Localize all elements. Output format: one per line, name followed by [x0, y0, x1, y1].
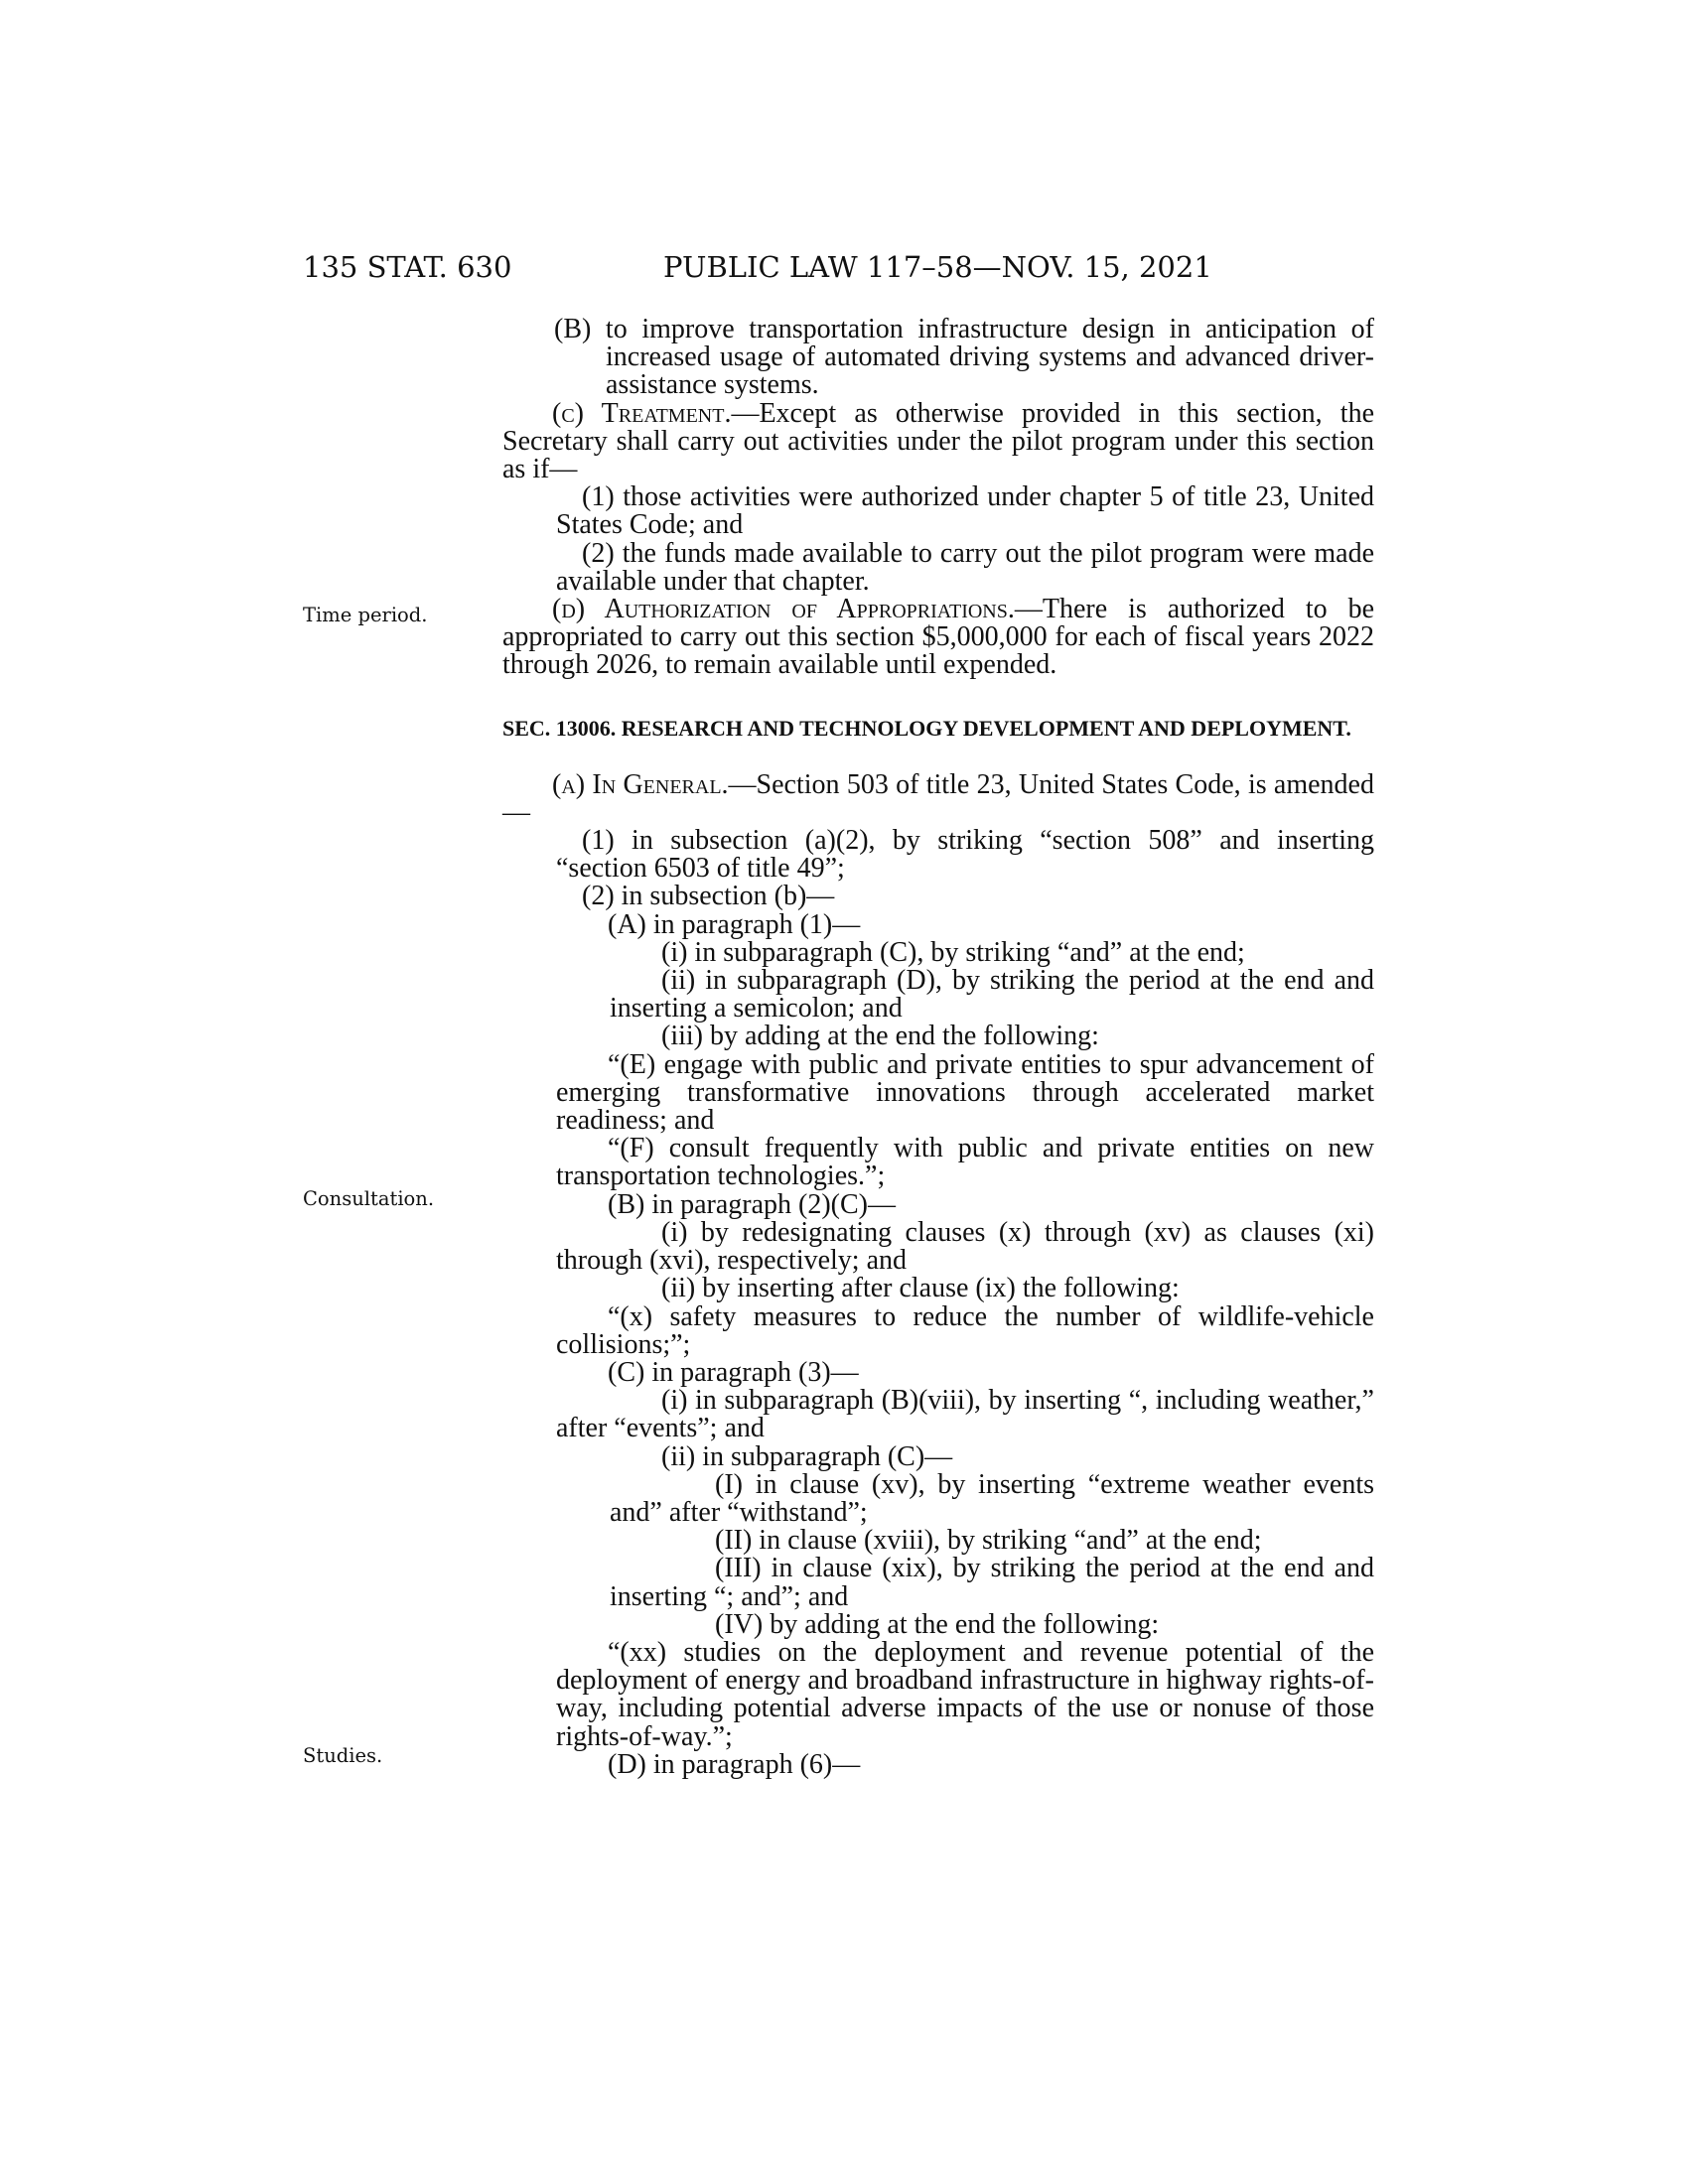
clause-ii-subparagraph-d: (ii) in subparagraph (D), by striking the period at the end and inserting a semicolon; and — [610, 965, 1374, 1024]
clause-iii-adding: (iii) by adding at the end the following: — [661, 1021, 1099, 1052]
subsection-a-text: —Section 503 of title 23, United States Code, is amended— — [502, 768, 1374, 828]
subsection-a-heading: (a) In General. — [552, 768, 729, 800]
margin-note-studies: Studies. — [303, 1744, 383, 1767]
clause-i-subparagraph-c: (i) in subparagraph (C), by striking “and” at the end; — [661, 936, 1245, 968]
page-header-title: PUBLIC LAW 117–58—NOV. 15, 2021 — [663, 250, 1212, 284]
subsection-d-appropriations — [502, 596, 1374, 680]
section-heading: SEC. 13006. RESEARCH AND TECHNOLOGY DEVELOPMENT AND DEPLOYMENT. — [502, 715, 1351, 741]
subsection-a-in-general — [502, 768, 1374, 828]
subclause-i-extreme-weather: (I) in clause (xv), by inserting “extreme weather events and” after “withstand”; — [610, 1468, 1374, 1528]
subparagraph-d-paragraph-6: (D) in paragraph (6)— — [608, 1748, 861, 1780]
margin-note-time-period: Time period. — [303, 604, 428, 626]
paragraph-2-funds: (2) the funds made available to carry out the pilot program were made available under that chapter. — [556, 537, 1374, 597]
paragraph-b-infrastructure-design: (B) to improve transportation infrastructure design in anticipation of increased usage of automated driving systems and advanced driver-assistance systems. — [554, 314, 1374, 401]
clause-ii-subparagraph-c: (ii) in subparagraph (C)— — [661, 1440, 953, 1472]
subparagraph-b-paragraph-2c: (B) in paragraph (2)(C)— — [608, 1188, 897, 1220]
clause-ii-inserting: (ii) by inserting after clause (ix) the following: — [661, 1273, 1180, 1304]
paragraph-1-chapter-5: (1) those activities were authorized under chapter 5 of title 23, United States Code; and — [556, 481, 1374, 541]
paragraph-1-subsection-a2: (1) in subsection (a)(2), by striking “section 508” and inserting “section 6503 of title 49”; — [556, 825, 1374, 885]
subclause-iv-adding: (IV) by adding at the end the following: — [715, 1608, 1160, 1640]
subsection-c-text: —Except as otherwise provided in this section, the Secretary shall carry out activities under the pilot program under this section as if— — [502, 397, 1375, 485]
document-body — [502, 316, 1374, 1779]
clause-i-redesignating: (i) by redesignating clauses (x) through (xv) as clauses (xi) through (xvi), respectively; and — [556, 1216, 1374, 1277]
subclause-iii-period: (III) in clause (xix), by striking the period at the end and inserting “; and”; and — [610, 1553, 1374, 1612]
subclause-ii-striking-and: (II) in clause (xviii), by striking “and” at the end; — [715, 1525, 1262, 1557]
subsection-d-text: —There is authorized to be appropriated to carry out this section $5,000,000 for each of fiscal years 2022 through 2026, to remain available until expended. — [502, 594, 1374, 681]
page-stat-reference: 135 STAT. 630 — [303, 250, 512, 284]
inserted-f-consult: “(F) consult frequently with public and private entities on new transportation technologies.”; — [556, 1133, 1374, 1192]
inserted-xx-studies: “(xx) studies on the deployment and revenue potential of the deployment of energy and broadband infrastructure in highway rights-of-way, including potential adverse impacts of the use or nonuse of those rights-of-way.”; — [556, 1636, 1374, 1752]
subsection-d-heading: (d) Authorization of Appropriations. — [552, 594, 1015, 625]
margin-note-consultation: Consultation. — [303, 1187, 435, 1210]
subparagraph-a-paragraph-1: (A) in paragraph (1)— — [608, 908, 861, 940]
subsection-c-treatment — [502, 397, 1375, 485]
inserted-e-engage: “(E) engage with public and private entities to spur advancement of emerging transformative innovations through accelerated market readiness; and — [556, 1048, 1374, 1137]
paragraph-2-subsection-b: (2) in subsection (b)— — [582, 881, 835, 912]
subparagraph-c-paragraph-3: (C) in paragraph (3)— — [608, 1356, 859, 1388]
clause-i-weather: (i) in subparagraph (B)(viii), by inserting “, including weather,” after “events”; and — [556, 1385, 1374, 1444]
inserted-x-safety: “(x) safety measures to reduce the number of wildlife-vehicle collisions;”; — [556, 1300, 1374, 1360]
subsection-c-heading: (c) Treatment. — [552, 397, 732, 429]
